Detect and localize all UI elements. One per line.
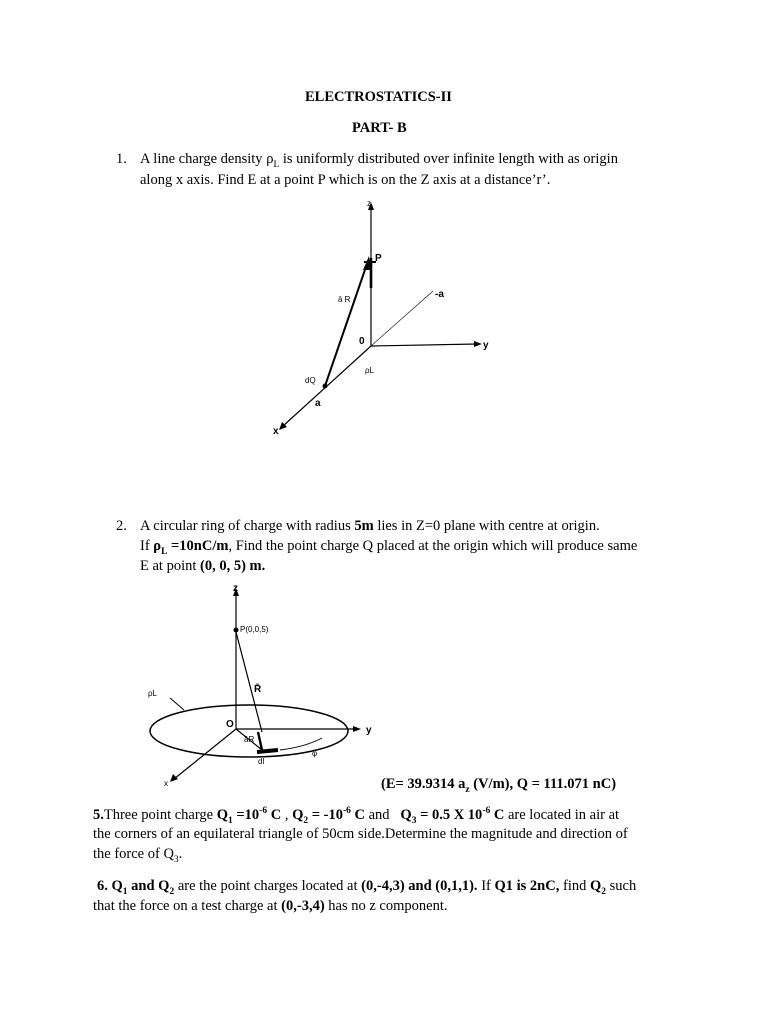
q2-answer: [381, 776, 616, 793]
q5-q3-sub: 3: [173, 854, 179, 865]
q5-line-1: [93, 807, 619, 824]
negative-a-dashed-line: [371, 291, 433, 346]
q1-line-2: along x axis. Find E at a point P which is on the Z axis at a distance’r’.: [140, 172, 551, 188]
label-a: a: [315, 398, 321, 409]
x-axis-arrow: [170, 774, 178, 782]
label-rho-l: ρL: [148, 689, 157, 698]
q2-rho: ρ: [153, 538, 162, 554]
vector-r: [236, 632, 262, 732]
q2-line-3: [140, 558, 265, 575]
label-y: y: [483, 340, 489, 351]
label-y: y: [366, 725, 372, 736]
answer-text-a: (E= 39.9314 a: [381, 776, 466, 792]
q5-text-a: Three point charge: [103, 807, 217, 823]
q1-number: 1.: [116, 151, 127, 167]
q6-test-point: (0,-3,4): [281, 898, 325, 914]
q2-if: If: [140, 538, 154, 554]
q5-number: 5.: [93, 807, 104, 823]
label-neg-a: -a: [435, 289, 444, 300]
q2-point: (0, 0, 5) m.: [200, 558, 266, 574]
q6-text-a: are the point charges located at: [174, 878, 362, 894]
q5-sep: ,: [281, 807, 293, 823]
label-origin: O: [226, 719, 234, 730]
q5-text-b: are located in air at: [504, 807, 620, 823]
ring-charge-figure: [140, 582, 390, 792]
q6-number: 6.: [97, 878, 112, 894]
q1-text-b: is uniformly distributed over infinite length with as origin: [279, 151, 618, 167]
q5-q3: $Q_3 = 0.5$ X $10^{-6}$ C: [400, 806, 505, 826]
q2-number: 2.: [116, 518, 127, 534]
label-x: x: [273, 426, 279, 437]
document-title: ELECTROSTATICS-II: [305, 89, 452, 105]
q5-q1: $Q_1 =10^{-6}$ C: [216, 806, 282, 826]
q1-line-1: [140, 151, 618, 168]
x-axis: [174, 729, 236, 779]
label-dl: dl: [258, 757, 265, 766]
q2-text-b: lies in Z=0 plane with centre at origin.: [373, 518, 600, 534]
rho-symbol: ρ: [266, 151, 274, 167]
y-axis: [371, 344, 477, 346]
part-heading: PART- B: [352, 120, 407, 136]
y-axis-arrow: [474, 341, 482, 347]
q1-text-a: A line charge density: [140, 151, 267, 167]
q6-charges: $Q_1$ and $Q_2$: [111, 878, 175, 897]
label-a-r: āR: [244, 735, 255, 744]
vector-r: [325, 261, 368, 386]
point-p: [234, 628, 238, 632]
q2-rho-sub: L: [161, 546, 168, 557]
label-a-r: ā R: [338, 295, 351, 304]
label-rho-l: ρL: [365, 366, 374, 375]
q5-text-d: .: [178, 846, 183, 862]
label-z: z: [367, 199, 371, 208]
label-origin: 0: [359, 336, 365, 347]
q2-radius: 5m: [354, 518, 374, 534]
line-charge-figure: [255, 198, 505, 438]
rho-l-pointer: [170, 698, 184, 710]
label-dq: dQ: [305, 376, 316, 385]
q6-locations: (0,-4,3) and (0,1,1).: [361, 878, 478, 894]
label-p: P: [375, 253, 382, 264]
q2-text-c: , Find the point charge Q placed at the origin which will produce same: [228, 538, 638, 554]
label-r: R̄: [254, 684, 262, 695]
rho-subscript: L: [273, 159, 280, 170]
q6-q1-value: Q1 is 2nC,: [494, 878, 560, 894]
q5-line-2: the corners of an equilateral triangle of 50cm side.Determine the magnitude and direction of: [93, 826, 628, 842]
answer-text-b: (V/m), Q = 111.071 nC): [469, 776, 617, 792]
q6-text-e: that the force on a test charge at: [93, 898, 282, 914]
q2-line-1: [140, 518, 600, 535]
dq-point: [323, 384, 327, 388]
q5-and: and: [364, 807, 401, 823]
q2-line-2: [140, 538, 637, 555]
charge-ring: [150, 705, 348, 757]
q6-text-b: If: [477, 878, 495, 894]
label-x: x: [164, 779, 168, 788]
q2-text-a: A circular ring of charge with radius: [140, 518, 355, 534]
element-dl: [257, 750, 278, 752]
q5-text-c: the force of Q: [93, 846, 174, 862]
q6-text-f: has no z component.: [324, 898, 448, 914]
q6-text-c: find: [559, 878, 590, 894]
q2-rho-value: =10nC/m: [167, 538, 229, 554]
label-phi: φ: [312, 749, 318, 758]
q5-q2: $Q_2 = -10^{-6}$ C: [292, 806, 365, 826]
label-z: z: [233, 583, 238, 594]
q6-line-2: [93, 898, 447, 915]
y-axis-arrow: [353, 726, 361, 732]
q5-line-3: [93, 846, 182, 863]
label-p: P(0,0,5): [240, 625, 269, 634]
q2-text-d: E at point: [140, 558, 201, 574]
q6-line-1: [97, 878, 636, 895]
q6-text-d: such: [606, 878, 637, 894]
answer-sub: z: [465, 784, 470, 795]
q6-find-q2: $Q_2$: [589, 878, 606, 897]
